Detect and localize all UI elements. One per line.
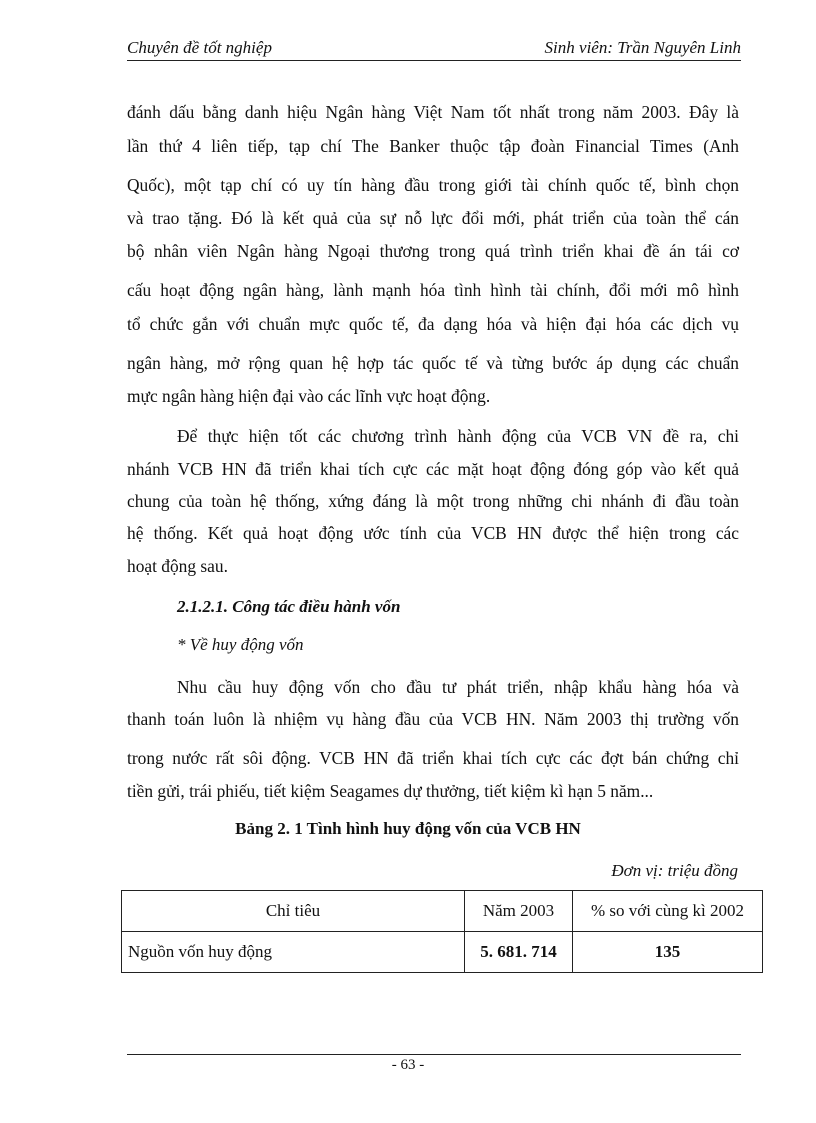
header-doc-title: Chuyên đề tốt nghiệp	[127, 38, 272, 57]
paragraph-line: tiền gửi, trái phiếu, tiết kiệm Seagames dự thưởng, tiết kiệm kì hạn 5 năm...	[127, 781, 654, 801]
paragraph-line: hoạt động sau.	[127, 556, 228, 576]
subsection-heading: * Về huy động vốn	[177, 635, 304, 654]
paragraph-line: tổ chức gắn với chuẩn mực quốc tế, đa dạng hóa và hiện đại hóa các dịch vụ	[127, 314, 739, 334]
footer-divider	[127, 1054, 741, 1055]
paragraph-line: hệ thống. Kết quả hoạt động ước tính của VCB HN được thể hiện trong các	[127, 523, 739, 543]
paragraph-line: ngân hàng, mở rộng quan hệ hợp tác quốc tế và từng bước áp dụng các chuẩn	[127, 353, 739, 373]
paragraph-line: mực ngân hàng hiện đại vào các lĩnh vực hoạt động.	[127, 386, 491, 406]
paragraph-line: Để thực hiện tốt các chương trình hành động của VCB VN đề ra, chi	[177, 426, 739, 446]
paragraph-line: Nhu cầu huy động vốn cho đầu tư phát triển, nhập khẩu hàng hóa và	[177, 677, 739, 697]
paragraph-line: và trao tặng. Đó là kết quả của sự nỗ lực đổi mới, phát triển của toàn thể cán	[127, 208, 739, 228]
paragraph-line: Quốc), một tạp chí có uy tín hàng đầu trong giới tài chính quốc tế, bình chọn	[127, 175, 739, 195]
table-unit: Đơn vị: triệu đồng	[611, 861, 738, 880]
paragraph-line: lần thứ 4 liên tiếp, tạp chí The Banker thuộc tập đoàn Financial Times (Anh	[127, 136, 739, 156]
section-heading: 2.1.2.1. Công tác điều hành vốn	[177, 597, 401, 616]
table-header-cell: Năm 2003	[465, 891, 573, 932]
header-author: Sinh viên: Trần Nguyên Linh	[544, 38, 741, 57]
table-header-cell: Chỉ tiêu	[122, 891, 465, 932]
table-caption: Bảng 2. 1 Tình hình huy động vốn của VCB HN	[235, 819, 581, 838]
paragraph-line: bộ nhân viên Ngân hàng Ngoại thương trong quá trình triển khai đề án tái cơ	[127, 241, 739, 261]
paragraph-line: cấu hoạt động ngân hàng, lành mạnh hóa tình hình tài chính, đổi mới mô hình	[127, 280, 739, 300]
table-cell: 135	[573, 932, 763, 973]
paragraph-line: đánh dấu bằng danh hiệu Ngân hàng Việt Nam tốt nhất trong năm 2003. Đây là	[127, 102, 739, 122]
table-header-row	[122, 891, 763, 932]
page-header	[127, 38, 741, 61]
table-cell: Nguồn vốn huy động	[122, 932, 465, 973]
table-row	[122, 932, 763, 973]
table-header-cell: % so với cùng kì 2002	[573, 891, 763, 932]
table-cell: 5. 681. 714	[465, 932, 573, 973]
page-number: - 63 -	[391, 1057, 425, 1073]
paragraph-line: thanh toán luôn là nhiệm vụ hàng đầu của VCB HN. Năm 2003 thị trường vốn	[127, 709, 739, 729]
paragraph-line: chung của toàn hệ thống, xứng đáng là một trong những chi nhánh đi đầu toàn	[127, 491, 739, 511]
data-table	[121, 890, 763, 973]
paragraph-line: nhánh VCB HN đã triển khai tích cực các mặt hoạt động đóng góp vào kết quả	[127, 459, 739, 479]
paragraph-line: trong nước rất sôi động. VCB HN đã triển khai tích cực các đợt bán chứng chỉ	[127, 748, 739, 768]
